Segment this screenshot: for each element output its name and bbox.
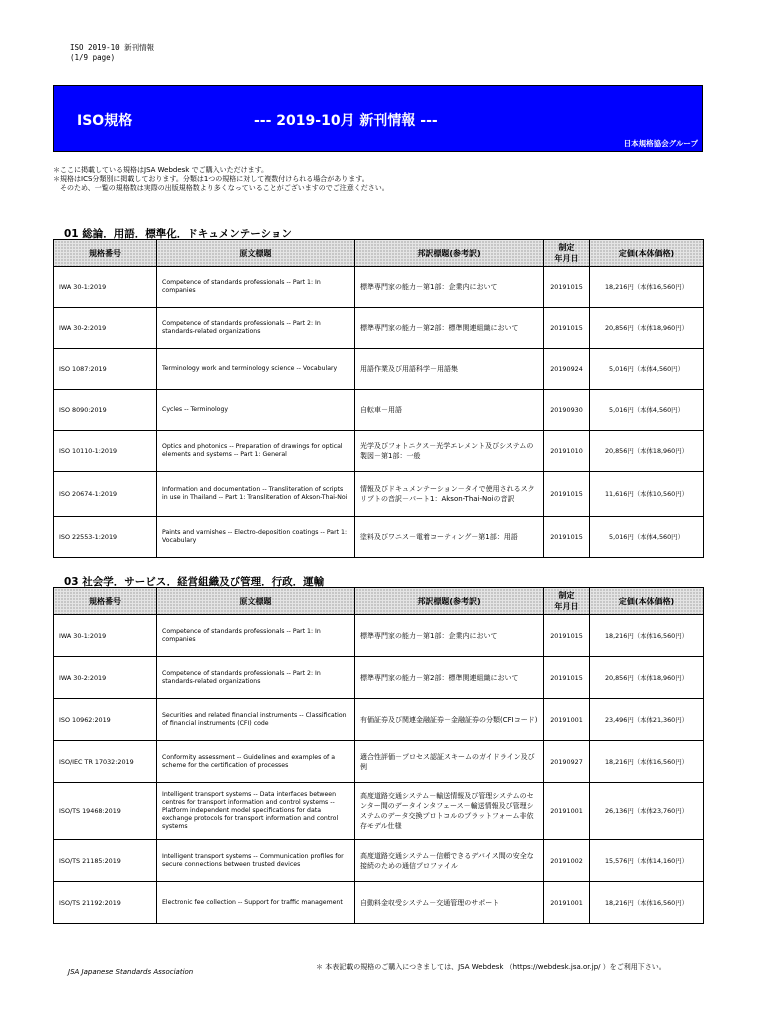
original-title: Optics and photonics -- Preparation of drawings for optical elements and systems -- Part 1: General	[157, 431, 355, 472]
page-reference	[70, 43, 154, 63]
footer-purchase-note: ＊ 本表記載の規格のご購入につきましては、JSA Webdesk （https://webdesk.jsa.or.jp/ ）をご利用下さい。	[316, 963, 666, 971]
publication-date: 20190930	[544, 390, 590, 431]
original-title: Terminology work and terminology science -- Vocabulary	[157, 349, 355, 390]
table-row	[54, 882, 704, 924]
title-banner	[53, 85, 703, 152]
publication-date: 20191015	[544, 308, 590, 349]
table-row	[54, 308, 704, 349]
japanese-title: 自動料金収受システム－交通管理のサポート	[355, 882, 544, 924]
original-title: Securities and related financial instruments -- Classification of financial instruments (CFI) code	[157, 699, 355, 741]
original-title: Intelligent transport systems -- Data interfaces between centres for transport information and control systems -- Platform independent model specifications for data exchange protocols for transport information and control systems	[157, 783, 355, 840]
table-row	[54, 657, 704, 699]
standard-number: IWA 30-2:2019	[54, 308, 157, 349]
table-header-row	[54, 240, 704, 267]
publication-date: 20191015	[544, 517, 590, 558]
japanese-title: 標準専門家の能力－第2部：標準関連組織において	[355, 308, 544, 349]
japanese-title: 高度道路交通システム－輸送情報及び管理システムのセンター間のデータインタフェース－輸送情報及び管理システムのデータ交換プロトコルのプラットフォーム非依存モデル仕様	[355, 783, 544, 840]
date-header-line2: 年月日	[554, 254, 579, 263]
publication-date: 20191001	[544, 882, 590, 924]
notice-block	[53, 166, 389, 193]
standard-number: ISO 10962:2019	[54, 699, 157, 741]
publication-date: 20191015	[544, 657, 590, 699]
standard-number: ISO/IEC TR 17032:2019	[54, 741, 157, 783]
price: 23,496円（本体21,360円）	[590, 699, 704, 741]
column-header-date	[544, 588, 590, 615]
price: 26,136円（本体23,760円）	[590, 783, 704, 840]
column-header-jp-title: 邦訳標題(参考訳)	[355, 240, 544, 267]
publication-date: 20190924	[544, 349, 590, 390]
banner-organization: 日本規格協会グループ	[623, 139, 698, 148]
page-ref-title: ISO 2019-10 新刊情報	[70, 43, 155, 52]
original-title: Competence of standards professionals -- Part 2: In standards-related organizations	[157, 308, 355, 349]
page-ref-number: (1/9 page)	[70, 53, 116, 62]
standard-number: ISO 22553-1:2019	[54, 517, 157, 558]
table-row	[54, 472, 704, 517]
notice-line: ＊規格はICS分類別に掲載しております。分類は1つの規格に対して複数付けられる場合があります。	[53, 175, 369, 183]
table-row	[54, 783, 704, 840]
table-row	[54, 349, 704, 390]
table-row	[54, 431, 704, 472]
column-header-title: 原文標題	[157, 588, 355, 615]
original-title: Paints and varnishes -- Electro-deposition coatings -- Part 1: Vocabulary	[157, 517, 355, 558]
section-heading: 01 総論．用語．標準化．ドキュメンテーション	[64, 228, 292, 240]
publication-date: 20191015	[544, 267, 590, 308]
japanese-title: 標準専門家の能力－第1部：企業内において	[355, 615, 544, 657]
table-row	[54, 267, 704, 308]
column-header-number: 規格番号	[54, 240, 157, 267]
standard-number: IWA 30-2:2019	[54, 657, 157, 699]
price: 20,856円（本体18,960円）	[590, 308, 704, 349]
original-title: Intelligent transport systems -- Communication profiles for secure connections between trusted devices	[157, 840, 355, 882]
price: 18,216円（本体16,560円）	[590, 741, 704, 783]
column-header-title: 原文標題	[157, 240, 355, 267]
table-row	[54, 390, 704, 431]
column-header-date	[544, 240, 590, 267]
notice-line: そのため、一覧の規格数は実際の出版規格数より多くなっていることがございますのでご注意ください。	[53, 184, 389, 192]
japanese-title: 光学及びフォトニクス－光学エレメント及びシステムの製図－第1部：一般	[355, 431, 544, 472]
price: 18,216円（本体16,560円）	[590, 615, 704, 657]
standard-number: ISO 1087:2019	[54, 349, 157, 390]
price: 18,216円（本体16,560円）	[590, 882, 704, 924]
standard-number: ISO 8090:2019	[54, 390, 157, 431]
table-row	[54, 615, 704, 657]
table-row	[54, 517, 704, 558]
column-header-number: 規格番号	[54, 588, 157, 615]
publication-date: 20191015	[544, 472, 590, 517]
price: 5,016円（本体4,560円）	[590, 349, 704, 390]
original-title: Competence of standards professionals -- Part 1: In companies	[157, 267, 355, 308]
column-header-price: 定価(本体価格)	[590, 588, 704, 615]
footer-organization: JSA Japanese Standards Association	[68, 968, 194, 976]
date-header-line1: 制定	[558, 591, 575, 600]
japanese-title: 自転車－用語	[355, 390, 544, 431]
price: 18,216円（本体16,560円）	[590, 267, 704, 308]
notice-line: ＊ここに掲載している規格はJSA Webdesk でご購入いただけます。	[53, 166, 269, 174]
publication-date: 20191010	[544, 431, 590, 472]
standard-number: ISO/TS 19468:2019	[54, 783, 157, 840]
japanese-title: 有価証券及び関連金融証券－金融証券の分類(CFIコード)	[355, 699, 544, 741]
japanese-title: 用語作業及び用語科学－用語集	[355, 349, 544, 390]
original-title: Cycles -- Terminology	[157, 390, 355, 431]
japanese-title: 標準専門家の能力－第1部：企業内において	[355, 267, 544, 308]
section-heading: 03 社会学．サービス．経営組織及び管理．行政．運輸	[64, 576, 325, 588]
price: 20,856円（本体18,960円）	[590, 431, 704, 472]
date-header-line1: 制定	[558, 243, 575, 252]
standard-number: IWA 30-1:2019	[54, 615, 157, 657]
table-row	[54, 699, 704, 741]
original-title: Competence of standards professionals -- Part 1: In companies	[157, 615, 355, 657]
japanese-title: 塗料及びワニス－電着コーティング－第1部：用語	[355, 517, 544, 558]
standard-number: IWA 30-1:2019	[54, 267, 157, 308]
original-title: Conformity assessment -- Guidelines and examples of a scheme for the certification of processes	[157, 741, 355, 783]
publication-date: 20191002	[544, 840, 590, 882]
original-title: Information and documentation -- Transliteration of scripts in use in Thailand -- Part 1: Transliteration of Akson-Thai-Noi	[157, 472, 355, 517]
column-header-jp-title: 邦訳標題(参考訳)	[355, 588, 544, 615]
column-header-price: 定価(本体価格)	[590, 240, 704, 267]
original-title: Electronic fee collection -- Support for traffic management	[157, 882, 355, 924]
standard-number: ISO/TS 21192:2019	[54, 882, 157, 924]
price: 15,576円（本体14,160円）	[590, 840, 704, 882]
standards-table	[53, 239, 704, 558]
price: 11,616円（本体10,560円）	[590, 472, 704, 517]
japanese-title: 標準専門家の能力－第2部：標準関連組織において	[355, 657, 544, 699]
table-header-row	[54, 588, 704, 615]
table-row	[54, 840, 704, 882]
table-row	[54, 741, 704, 783]
publication-date: 20191001	[544, 699, 590, 741]
standard-number: ISO 10110-1:2019	[54, 431, 157, 472]
price: 20,856円（本体18,960円）	[590, 657, 704, 699]
standard-number: ISO/TS 21185:2019	[54, 840, 157, 882]
banner-title: ISO規格	[77, 113, 133, 129]
japanese-title: 高度道路交通システム－信頼できるデバイス間の安全な接続のための通信プロファイル	[355, 840, 544, 882]
date-header-line2: 年月日	[554, 602, 579, 611]
original-title: Competence of standards professionals -- Part 2: In standards-related organizations	[157, 657, 355, 699]
japanese-title: 適合性評価－プロセス認証スキームのガイドライン及び例	[355, 741, 544, 783]
publication-date: 20191015	[544, 615, 590, 657]
japanese-title: 情報及びドキュメンテーション－タイで使用されるスクリプトの音訳－パート1：Akson-Thai-Noiの音訳	[355, 472, 544, 517]
publication-date: 20190927	[544, 741, 590, 783]
price: 5,016円（本体4,560円）	[590, 517, 704, 558]
standards-table	[53, 587, 704, 924]
price: 5,016円（本体4,560円）	[590, 390, 704, 431]
publication-date: 20191001	[544, 783, 590, 840]
standard-number: ISO 20674-1:2019	[54, 472, 157, 517]
banner-subtitle: --- 2019-10月 新刊情報 ---	[254, 113, 438, 129]
